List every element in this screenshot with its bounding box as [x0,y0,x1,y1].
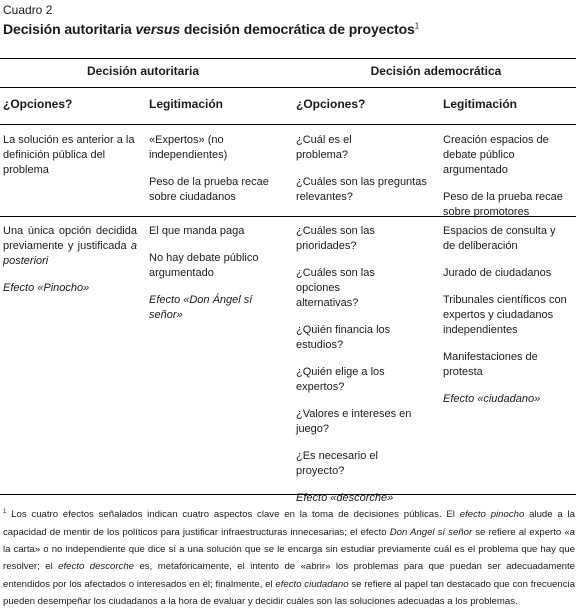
row2-col1-text-plain: Una única opción decidida previamente y justificada [3,225,137,252]
effect-ciudadano-text: Efecto «ciudadano» [443,393,541,405]
footnote-italic: efecto descorche [58,561,135,573]
row2-col4-cell [443,224,578,419]
row1-col2-item: «Expertos» (no independientes) [149,134,228,161]
effect-ciudadano [443,392,578,407]
column-header-opciones-left: ¿Opciones? [3,97,73,111]
title-text-italic: versus [135,21,181,37]
group-header-rule [0,87,576,88]
row2-col3-item: ¿Valores e intereses en juego? [296,408,412,435]
row1-col4-cell [443,133,578,232]
row2-col3-item: ¿Quién financia los estudios? [296,324,391,351]
footnote-text: se refiere al experto «a la carta» o no independiente que dice sí a una solución que se le encarga sin estudiar previamente cuál es el problema que hay que resolver; el [3,526,575,573]
row2-col3-item: ¿Cuáles son las prioridades? [296,225,375,252]
column-header-legitimacion-right: Legitimación [443,97,518,111]
footnote [3,504,575,611]
group-header-autoritaria: Decisión autoritaria [86,64,200,78]
row2-col2-item: No hay debate público argumentado [149,252,259,279]
row1-col4-item: Creación espacios de debate público argumentado [443,134,549,176]
row-separator-rule [0,216,576,217]
group-header-ademocratica: Decisión ademocrática [370,64,502,78]
row1-col3-cell [296,133,436,217]
title-text-start: Decisión autoritaria [3,21,136,37]
row1-col2-item: Peso de la prueba recae sobre ciudadanos [149,176,269,203]
footnote-text: Los cuatro efectos señalados indican cuatro aspectos clave en la toma de decisiones públicas. El [6,509,460,521]
row2-col2-item: El que manda paga [149,225,245,237]
footnote-italic: efecto ciudadano [275,578,349,590]
footnote-italic: efecto pinocho [459,509,525,521]
footnote-text: es, metafóricamente, el intento de «abrir» los problemas para que puedan ser adecuadamente entendidos por los afectados o interesados en él; finalmente, el [3,561,575,590]
effect-don-angel [149,293,289,323]
row1-col3-item: ¿Cuáles son las preguntas relevantes? [296,176,427,203]
row2-col4-item: Jurado de ciudadanos [443,267,552,279]
row1-col2-cell [149,133,289,217]
footnote-text: se refiere al papel tan destacado que con frecuencia pueden desempeñar los ciudadanos a la hora de evaluar y decidir cuáles son las soluciones adecuadas a los problemas. [3,578,575,608]
bottom-rule [0,494,576,495]
row2-col4-item: Espacios de consulta y de deliberación [443,225,556,252]
row1-col4-item: Peso de la prueba recae sobre promotores [443,191,563,218]
row2-col3-item: ¿Es necesario el proyecto? [296,450,378,477]
footnote-text: alude a la capacidad de mentir de los políticos para justificar infraestructuras innecesarias; el efecto [3,509,575,538]
effect-pinocho [3,281,137,296]
effect-pinocho-text: Efecto «Pinocho» [3,282,90,294]
row2-col2-cell [149,224,289,335]
row2-col3-cell [296,224,436,518]
column-header-legitimacion-left: Legitimación [149,97,224,111]
row2-col4-item: Manifestaciones de protesta [443,351,538,378]
row1-col1-cell [3,133,141,190]
row2-col4-item: Tribunales científicos con expertos y ciudadanos independientes [443,294,567,336]
top-rule [0,58,576,59]
table-label: Cuadro 2 [3,3,53,17]
table-title [3,21,419,37]
row2-col3-item: ¿Cuáles son las opciones alternativas? [296,267,375,309]
effect-don-angel-text: Efecto «Don Ángel sí señor» [149,294,253,321]
row2-col1-text [3,224,137,269]
row1-col1-text: La solución es anterior a la definición pública del problema [3,134,135,176]
effect-descorche-text: Efecto «descorche» [296,492,394,504]
footnote-italic: Don Angel sí señor [389,526,473,538]
title-footnote-mark: 1 [414,21,420,31]
row2-col1-text-italic: a posteriori [3,240,137,267]
column-header-rule [0,124,576,125]
row2-col3-item: ¿Quién elige a los expertos? [296,366,385,393]
footnote-mark: 1 [3,509,7,515]
row1-col3-item: ¿Cuál es el problema? [296,134,352,161]
title-text-end: decisión democrática de proyectos [180,21,415,37]
row2-col1-cell [3,224,137,308]
column-header-opciones-right: ¿Opciones? [296,97,366,111]
